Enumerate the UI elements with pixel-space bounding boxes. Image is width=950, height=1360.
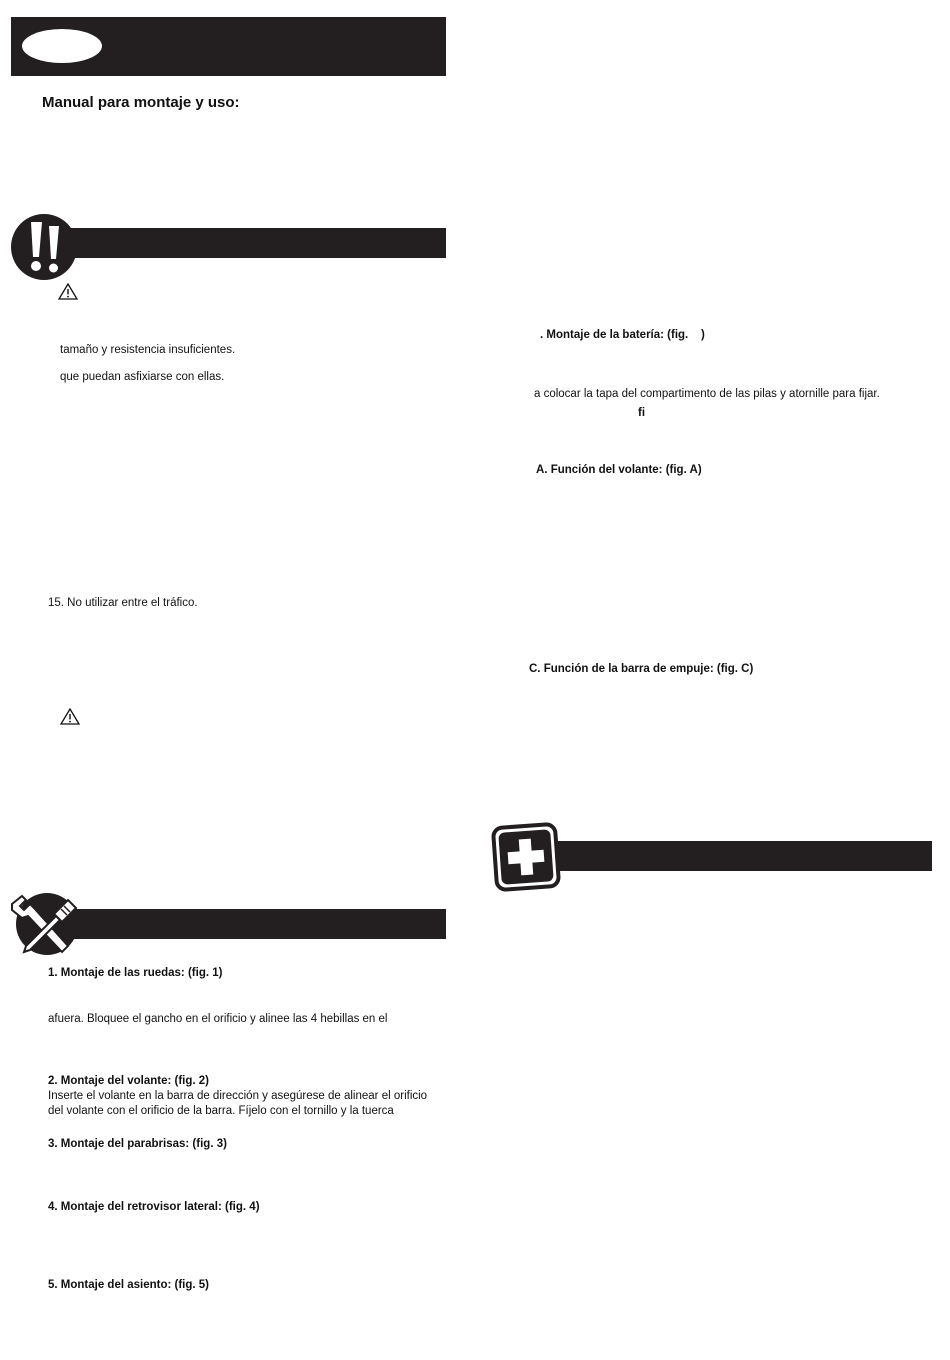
function-c-heading: C. Función de la barra de empuje: (fig. C) [529, 663, 754, 675]
warning-line-2: que puedan asfixiarse con ellas. [60, 371, 225, 383]
battery-fragment: fi [638, 407, 646, 419]
step1-text: afuera. Bloquee el gancho en el orificio y alinee las 4 hebillas en el [48, 1013, 388, 1025]
care-section-bar [556, 841, 932, 871]
caution-triangle-icon [58, 283, 78, 300]
plus-icon [491, 822, 563, 892]
function-a-heading: A. Función del volante: (fig. A) [536, 464, 702, 476]
tools-icon [6, 890, 80, 958]
warning-line-1: tamaño y resistencia insuficientes. [60, 344, 236, 356]
caution-triangle-icon [60, 708, 80, 725]
step4-heading: 4. Montaje del retrovisor lateral: (fig. 4) [48, 1201, 260, 1213]
step2-heading: 2. Montaje del volante: (fig. 2) [48, 1075, 210, 1087]
exclamation-icon [9, 212, 79, 282]
battery-text: a colocar la tapa del compartimento de las pilas y atornille para fijar. [534, 388, 880, 400]
header-language-badge [22, 29, 102, 63]
step3-heading: 3. Montaje del parabrisas: (fig. 3) [48, 1138, 227, 1150]
step5-heading: 5. Montaje del asiento: (fig. 5) [48, 1279, 210, 1291]
page-title: Manual para montaje y uso: [42, 94, 240, 111]
step2-line1: Inserte el volante en la barra de dirección y asegúrese de alinear el orificio [48, 1090, 428, 1102]
assembly-section-bar [70, 909, 446, 939]
rule-15: 15. No utilizar entre el tráfico. [48, 597, 198, 609]
battery-heading: . Montaje de la batería: (fig. ) [540, 329, 705, 341]
warnings-section-bar [70, 228, 446, 258]
step1-heading: 1. Montaje de las ruedas: (fig. 1) [48, 967, 223, 979]
step2-line2: del volante con el orificio de la barra. Fíjelo con el tornillo y la tuerca [48, 1105, 394, 1117]
